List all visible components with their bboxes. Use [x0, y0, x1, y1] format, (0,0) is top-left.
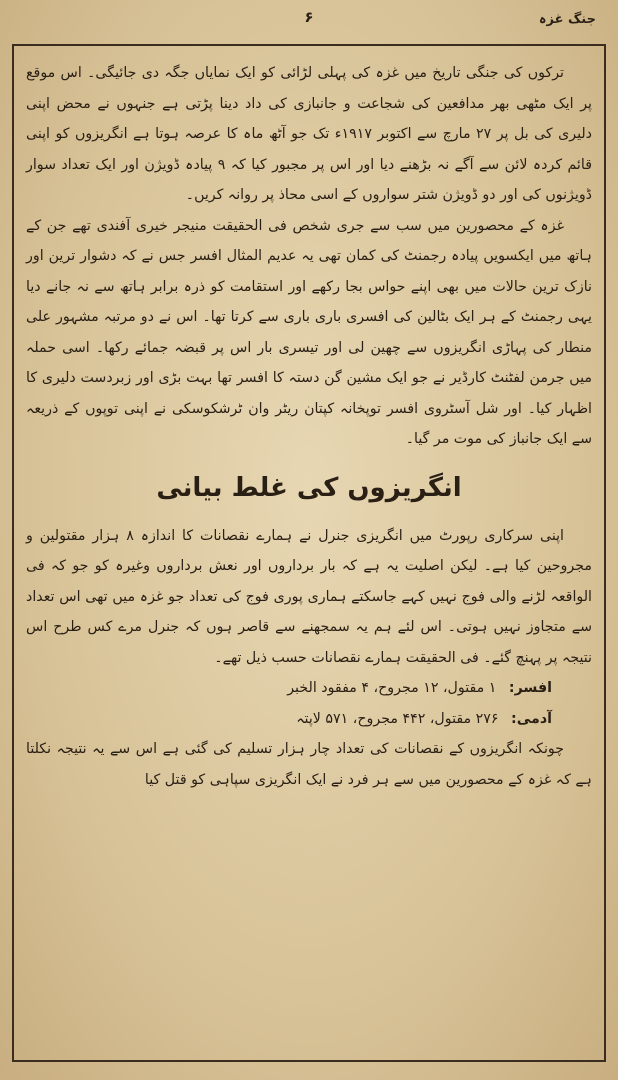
- page-header: [0, 6, 618, 40]
- paragraph: اپنی سرکاری رپورٹ میں انگریزی جنرل نے ہمارے نقصانات کا اندازہ ۸ ہزار مقتولین و مجروحین کیا ہے۔ لیکن اصلیت یہ ہے کہ بار برداروں اور نعش برداروں وغیرہ کو جو کہ فی الواقعہ لڑنے والی فوج نہیں کہے جاسکتے ہماری پوری فوج کی تعداد جو غزہ میں تھی اس تعداد سے متجاوز نہیں ہوتی۔ اس لئے ہم یہ سمجھنے سے قاصر ہوں کہ جنرل مرے کس طرح اس نتیجہ پر پہنچ گئے۔ فی الحقیقت ہمارے نقصانات حسب ذیل تھے۔: [26, 527, 592, 666]
- page-number: ۶: [304, 8, 314, 26]
- tally-men-values: ۲۷۶ مقتول، ۴۴۲ مجروح، ۵۷۱ لاپتہ: [296, 710, 499, 727]
- article-body: [26, 58, 592, 1056]
- tally-officers-values: ۱ مقتول، ۱۲ مجروح، ۴ مفقود الخبر: [287, 680, 497, 696]
- tally-men: [26, 704, 552, 735]
- paragraph: چونکہ انگریزوں کے نقصانات کی تعداد چار ہزار تسلیم کی گئی ہے اس سے یہ نتیجہ نکلتا ہے کہ غزہ کے محصورین میں سے ہر فرد نے ایک انگریزی سپاہی کو قتل کیا: [26, 741, 592, 788]
- paragraph: غزہ کے محصورین میں سب سے جری شخص فی الحقیقت منیجر خیری آفندی تھے جن کے ہاتھ میں ایکسویں پیادہ رجمنٹ کی کمان تھی یہ عدیم المثال افسر جس نے کہ دشوار ترین اور نازک ترین حالات میں بھی اپنے حواس بجا رکھے اور استقامت کو ذرہ برابر ہاتھ سے نہ جانے دیا یہی رجمنٹ کے ہر ایک بٹالین کی افسری باری باری سے کرتا تھا۔ اس نے دو مرتبہ مشہور علی منطار کی پہاڑی انگریزوں سے چھین لی اور تیسری بار اس پر قبضہ جمائے رکھا۔ اسی حملہ میں جرمن لفٹنٹ کارڈیر نے جو ایک مشین گن دستہ کا افسر تھا بہت بڑی اور زبردست دلیری کا اظہار کیا۔ اور شل آسٹروی افسر توپخانہ کپتان ریٹر وان ٹرشکوسکی نے اپنی توپوں کے ذریعہ سے ایک جانباز کی موت مر گیا۔: [26, 217, 592, 447]
- tally-men-label: آدمی:: [511, 710, 552, 727]
- casualty-tally: [26, 673, 552, 734]
- section-heading: انگریزوں کی غلط بیانی: [156, 472, 462, 503]
- tally-officers-label: افسر:: [508, 680, 552, 696]
- paragraph: ترکوں کی جنگی تاریخ میں غزہ کی پہلی لڑائی کو ایک نمایاں جگہ دی جائیگی۔ اس موقع پر ایک مٹھی بھر مدافعین کی شجاعت و جانبازی کی داد دینا پڑتی ہے جنہوں نے محض اپنی دلیری کی بل پر ۲۷ مارچ سے اکتوبر ۱۹۱۷ء تک جو آٹھ ماہ کا عرصہ ہوتا ہے انگریزوں کو اپنی قائم کردہ لائن سے آگے نہ بڑھنے دیا اور اس پر مجبور کیا کہ ۹ پیادہ ڈویژن اور ایک تعداد سوار ڈویژنوں کی اور دو ڈویژن شتر سواروں کے اسی محاذ پر روانہ کریں۔: [26, 65, 592, 203]
- running-title: جنگ غزہ: [538, 12, 596, 27]
- tally-officers: [26, 673, 552, 704]
